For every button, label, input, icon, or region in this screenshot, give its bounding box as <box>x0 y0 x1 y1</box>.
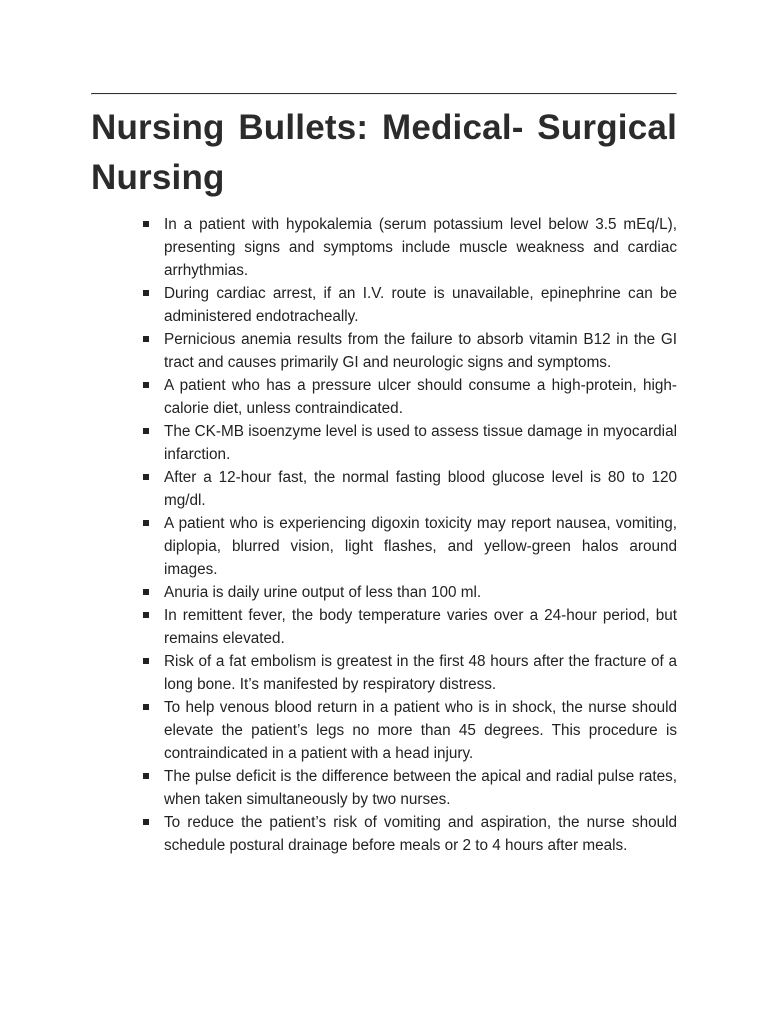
bullet-list <box>91 213 677 857</box>
bullet-item <box>164 328 677 374</box>
square-bullet-icon <box>143 382 149 388</box>
bullet-item <box>164 374 677 420</box>
bullet-item <box>164 650 677 696</box>
square-bullet-icon <box>143 773 149 779</box>
bullet-text: Anuria is daily urine output of less than 100 ml. <box>164 584 482 601</box>
square-bullet-icon <box>143 221 149 227</box>
bullet-text: To reduce the patient’s risk of vomiting and aspiration, the nurse should schedule postural drainage before meals or 2 to 4 hours after meals. <box>164 814 677 854</box>
bullet-text: A patient who has a pressure ulcer should consume a high-protein, high- calorie diet, unless contraindicated. <box>164 377 677 417</box>
square-bullet-icon <box>143 428 149 434</box>
bullet-item <box>164 811 677 857</box>
square-bullet-icon <box>143 520 149 526</box>
bullet-text: The CK-MB isoenzyme level is used to assess tissue damage in myocardial infarction. <box>164 423 677 463</box>
square-bullet-icon <box>143 474 149 480</box>
square-bullet-icon <box>143 612 149 618</box>
bullet-item <box>164 282 677 328</box>
bullet-text: Risk of a fat embolism is greatest in the first 48 hours after the fracture of a long bone. It’s manifested by respiratory distress. <box>164 653 677 693</box>
square-bullet-icon <box>143 336 149 342</box>
square-bullet-icon <box>143 658 149 664</box>
bullet-text: During cardiac arrest, if an I.V. route is unavailable, epinephrine can be administered endotracheally. <box>164 285 677 325</box>
bullet-text: A patient who is experiencing digoxin toxicity may report nausea, vomiting, diplopia, blurred vision, light flashes, and yellow-green halos around images. <box>164 515 677 578</box>
bullet-text: The pulse deficit is the difference between the apical and radial pulse rates, when taken simultaneously by two nurses. <box>164 768 677 808</box>
bullet-item <box>164 604 677 650</box>
bullet-item <box>164 213 677 282</box>
bullet-text: Pernicious anemia results from the failure to absorb vitamin B12 in the GI tract and causes primarily GI and neurologic signs and symptoms. <box>164 331 677 371</box>
square-bullet-icon <box>143 819 149 825</box>
bullet-item <box>164 512 677 581</box>
square-bullet-icon <box>143 589 149 595</box>
bullet-item <box>164 420 677 466</box>
bullet-item <box>164 696 677 765</box>
page-title: Nursing Bullets: Medical- Surgical Nursing <box>91 108 677 197</box>
bullet-text: To help venous blood return in a patient who is in shock, the nurse should elevate the patient’s legs no more than 45 degrees. This procedure is contraindicated in a patient with a head injury. <box>164 699 677 762</box>
square-bullet-icon <box>143 290 149 296</box>
square-bullet-icon <box>143 704 149 710</box>
bullet-item <box>164 466 677 512</box>
bullet-text: In a patient with hypokalemia (serum potassium level below 3.5 mEq/L), presenting signs and symptoms include muscle weakness and cardiac arrhythmias. <box>164 216 677 279</box>
bullet-item <box>164 765 677 811</box>
bullet-item <box>164 581 677 604</box>
bullet-text: After a 12-hour fast, the normal fasting blood glucose level is 80 to 120 mg/dl. <box>164 469 677 509</box>
document-page <box>91 93 677 857</box>
top-divider <box>91 93 677 95</box>
bullet-text: In remittent fever, the body temperature varies over a 24-hour period, but remains elevated. <box>164 607 677 647</box>
